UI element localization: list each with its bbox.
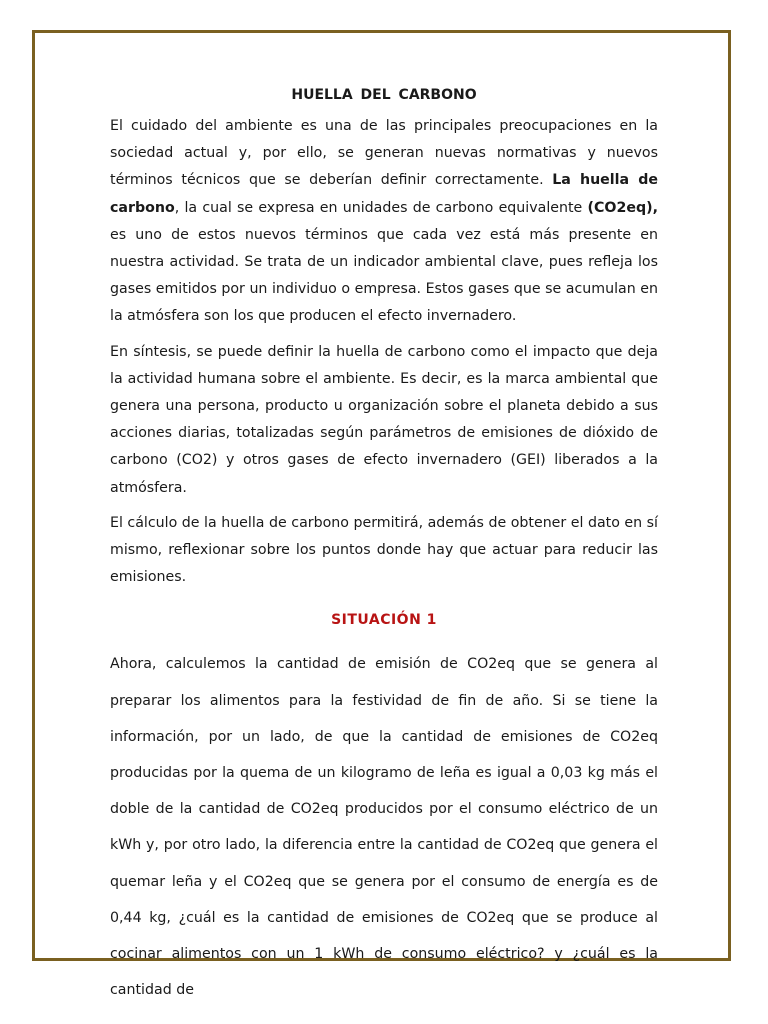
document-body bbox=[110, 84, 658, 1008]
paragraph-summary: En síntesis, se puede definir la huella de carbono como el impacto que deja la actividad humana sobre el ambiente. Es decir, es la marca ambiental que genera una persona, producto u organización sobre el planeta debido a sus acciones diarias, totalizadas según parámetros de emisiones de dióxido de carbono (CO2) y otros gases de efecto invernadero (GEI) liberados a la atmósfera. bbox=[110, 343, 658, 496]
document-title: HUELLA DEL CARBONO bbox=[291, 87, 477, 103]
intro-bold-unit: (CO2eq), bbox=[587, 199, 658, 216]
paragraph-intro bbox=[110, 113, 658, 331]
intro-text-b: , la cual se expresa en unidades de carbono equivalente bbox=[174, 199, 588, 216]
intro-text-a: El cuidado del ambiente es una de las principales preocupaciones en la sociedad actual y, por ello, se generan nuevas normativas y nuevos términos técnicos que se deberían definir correctamente. bbox=[110, 118, 658, 189]
paragraph-calculation: El cálculo de la huella de carbono permitirá, además de obtener el dato en sí mismo, reflexionar sobre los puntos donde hay que actuar para reducir las emisiones. bbox=[110, 514, 658, 586]
situation-heading: SITUACIÓN 1 bbox=[331, 612, 437, 629]
intro-bold-term: La huella de carbono bbox=[110, 172, 658, 216]
paragraph-situation: Ahora, calculemos la cantidad de emisión de CO2eq que se genera al preparar los alimentos para la festividad de fin de año. Si se tiene la información, por un lado, de que la cantidad de emisiones de CO2eq producidas por la quema de un kilogramo de leña es igual a 0,03 kg más el doble de la cantidad de CO2eq producidos por el consumo eléctrico de un kWh y, por otro lado, la diferencia entre la cantidad de CO2eq que genera el quemar leña y el CO2eq que se genera por el consumo de energía es de 0,44 kg, ¿cuál es la cantidad de emisiones de CO2eq que se produce al cocinar alimentos con un 1 kWh de consumo eléctrico? y ¿cuál es la cantidad de bbox=[110, 656, 658, 999]
intro-text-c: es uno de estos nuevos términos que cada vez está más presente en nuestra actividad. Se trata de un indicador ambiental clave, pues refleja los gases emitidos por un individuo o empresa. Estos gases que se acumulan en la atmósfera son los que producen el efecto invernadero. bbox=[110, 226, 658, 325]
